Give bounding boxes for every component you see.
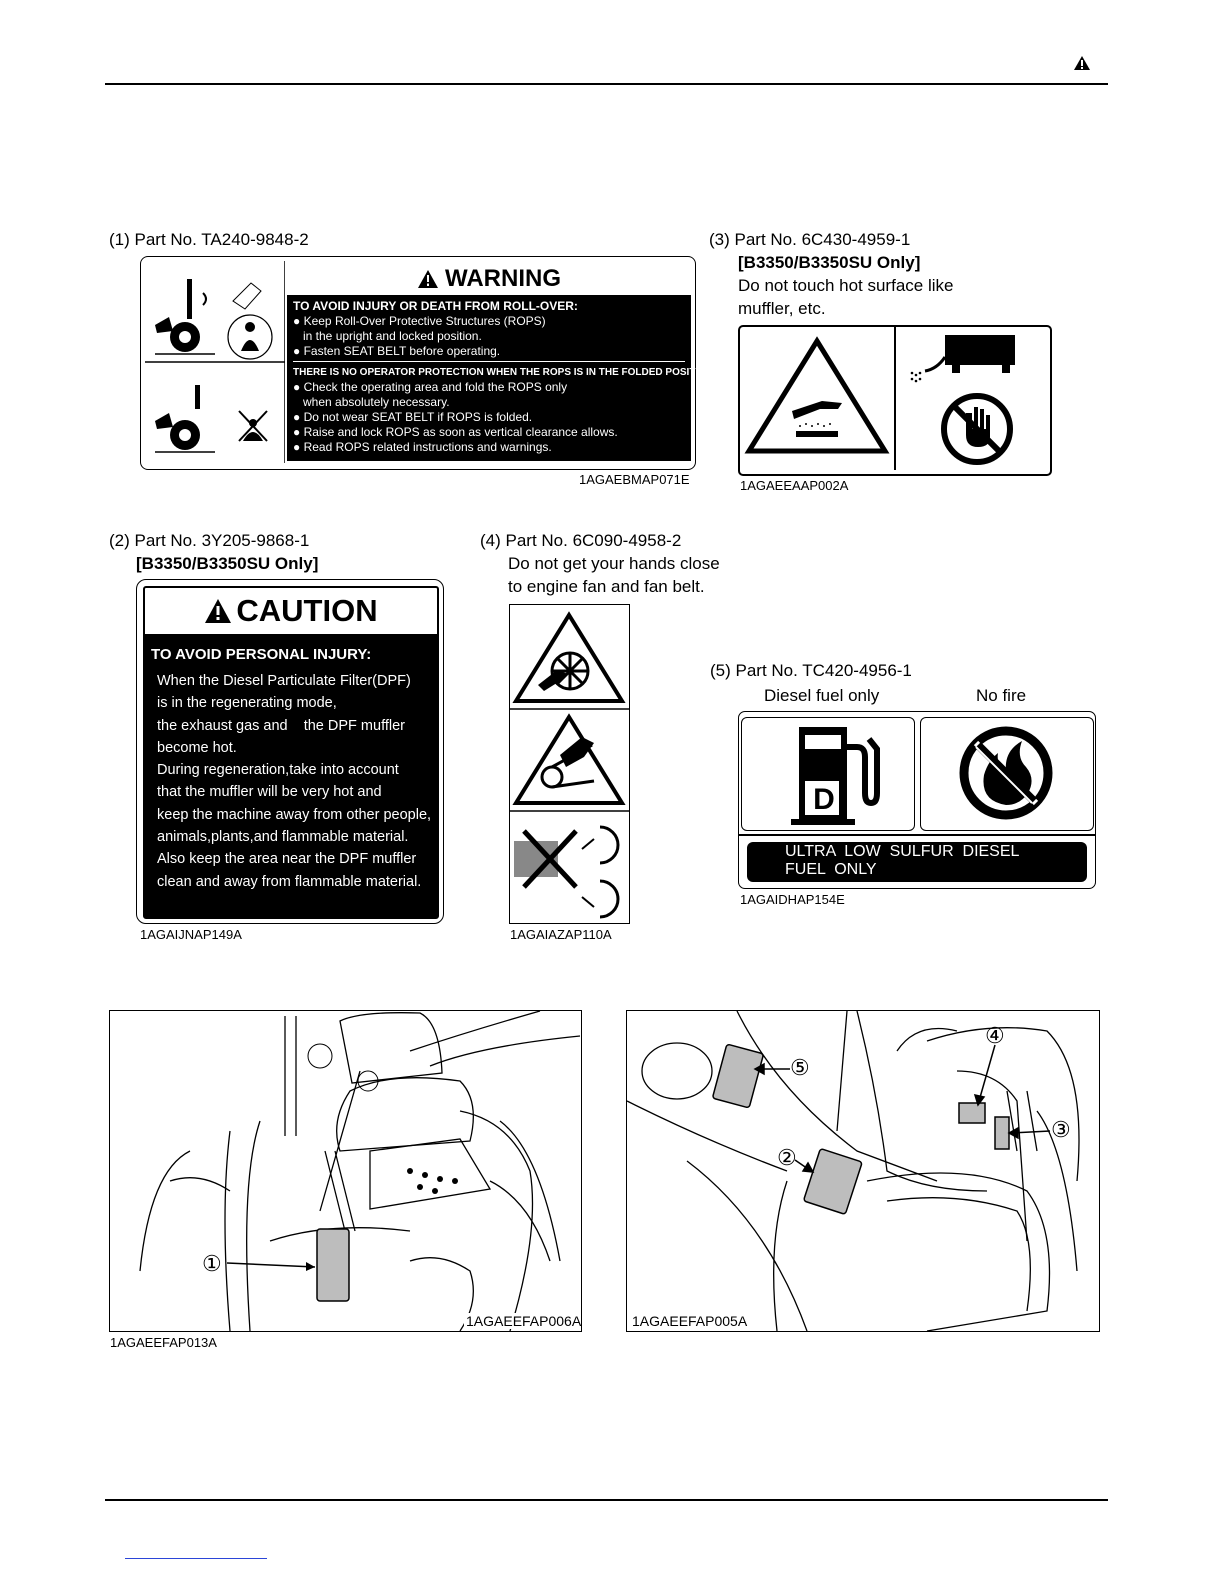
label-4-desc-1: Do not get your hands close [508,554,720,573]
header-rule [105,83,1108,85]
warning-triangle-icon [417,269,439,289]
caution-line: animals,plants,and flammable material. [157,829,409,846]
footer-link-underline[interactable] [125,1558,267,1559]
callout-1: ① [202,1251,222,1276]
tractor-figure-left [109,1010,582,1332]
fuel-banner-line-2: FUEL ONLY [785,861,877,878]
warning-line: ● Read ROPS related instructions and warnings. [293,440,552,454]
caution-line: become hot. [157,739,237,756]
callout-5: ⑤ [790,1055,810,1080]
fuel-banner-line-1: ULTRA LOW SULFUR DIESEL [785,843,1020,860]
warning-line: ● Do not wear SEAT BELT if ROPS is folded. [293,410,533,424]
warning-text-panel [287,295,717,461]
callout-2: ② [777,1145,797,1170]
label-2-title: (2) Part No. 3Y205-9868-1 [109,531,310,550]
fan-belt-pictogram-icon [510,605,629,923]
warning-section-2: THERE IS NO OPERATOR PROTECTION WHEN THE ROPS IS IN THE FOLDED POSITION: [293,367,717,378]
label-1-title: (1) Part No. TA240-9848-2 [109,230,309,249]
caution-line: keep the machine away from other people, [157,806,432,823]
label-3-desc-1: Do not touch hot surface like [738,276,954,295]
figure-right-inner-code: 1AGAEEFAP005A [632,1313,748,1329]
footer-rule [105,1499,1108,1501]
caution-triangle-icon [204,598,232,624]
caution-line: is in the regenerating mode, [157,695,337,712]
tractor-figure-right [626,1010,1100,1332]
label-3-title: (3) Part No. 6C430-4959-1 [709,230,911,249]
warning-line: ● Raise and lock ROPS as soon as vertical clearance allows. [293,425,618,439]
caution-line: When the Diesel Particulate Filter(DPF) [157,673,411,689]
label-5-caption-2: No fire [976,686,1027,705]
warning-line: ● Fasten SEAT BELT before operating. [293,344,501,358]
callout-4: ④ [985,1023,1005,1048]
warning-section-1: TO AVOID INJURY OR DEATH FROM ROLL-OVER: [293,299,578,313]
label-2-model: [B3350/B3350SU Only] [136,554,319,573]
label-3-decal [738,325,1052,476]
fuel-banner [747,842,1087,882]
label-3-code: 1AGAEEAAP002A [740,478,849,493]
label-5-caption-1: Diesel fuel only [764,686,880,705]
tractor-seat-illustration [110,1011,581,1331]
warning-line: ● Keep Roll-Over Protective Structures (ROPS) [293,314,546,328]
caution-line: the exhaust gas and the DPF muffler [157,717,405,734]
label-3-desc-2: muffler, etc. [738,299,826,318]
warning-line: when absolutely necessary. [293,395,450,409]
label-4-title: (4) Part No. 6C090-4958-2 [480,531,682,550]
warning-line: in the upright and locked position. [293,329,482,343]
hot-surface-icon [740,327,1046,470]
caution-text-panel [145,634,437,917]
label-1-code: 1AGAEBMAP071E [579,472,690,487]
label-2-decal [136,579,444,924]
rops-pictogram-icon [145,261,285,463]
label-5-decal [738,711,1096,889]
label-2-code: 1AGAIJNAP149A [140,927,242,942]
label-4-decal [509,604,630,924]
figure-left-outer-code: 1AGAEEFAP013A [110,1335,217,1350]
label-3-model: [B3350/B3350SU Only] [738,253,921,272]
caution-line: Also keep the area near the DPF muffler [157,851,417,868]
warning-heading: WARNING [445,265,561,292]
figure-left-inner-code: 1AGAEEFAP006A [466,1313,582,1329]
label-4-code: 1AGAIAZAP110A [510,927,612,942]
label-5-code: 1AGAIDHAP154E [740,892,845,907]
caution-subheading: TO AVOID PERSONAL INJURY: [151,646,372,663]
caution-line: clean and away from flammable material. [157,873,422,890]
callout-3: ③ [1051,1117,1071,1142]
caution-line: that the muffler will be very hot and [157,784,382,801]
caution-heading: CAUTION [236,593,378,628]
label-4-desc-2: to engine fan and fan belt. [508,577,705,596]
warning-line: ● Check the operating area and fold the ROPS only [293,380,568,394]
no-fire-icon [920,717,1092,829]
label-5-title: (5) Part No. TC420-4956-1 [710,661,912,680]
label-1-decal [140,256,717,470]
warning-triangle-icon [1073,55,1091,71]
caution-line: During regeneration,take into account [157,762,399,779]
engine-hood-illustration [627,1011,1099,1331]
fuel-pump-letter: D [813,783,835,816]
